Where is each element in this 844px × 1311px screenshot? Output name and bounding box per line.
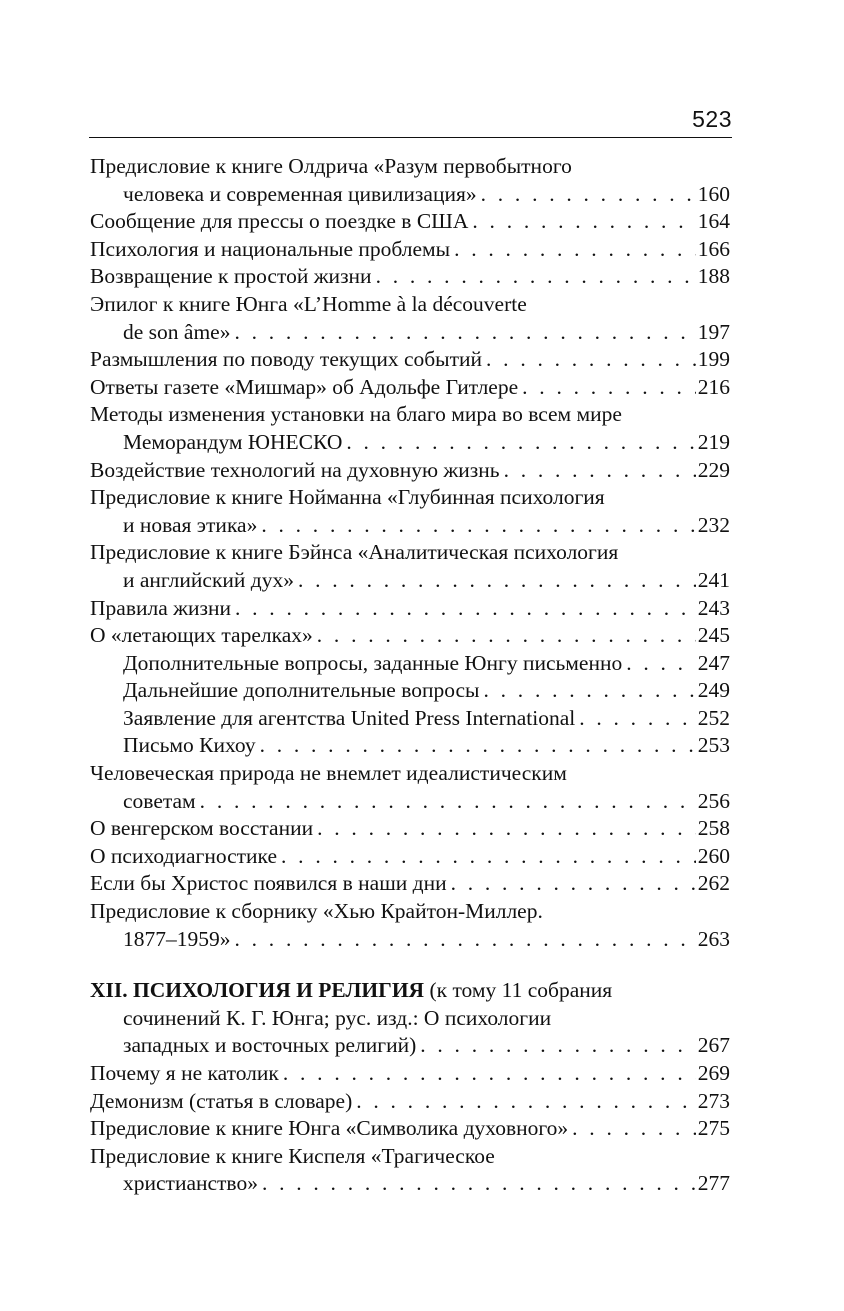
- dot-leader: [281, 843, 696, 871]
- dot-leader: [262, 1170, 696, 1198]
- toc-page-number: 260: [697, 843, 730, 868]
- toc-entry-title: Дальнейшие дополнительные вопросы: [123, 678, 480, 703]
- toc-page-number: 247: [697, 650, 730, 675]
- toc-page-number: 197: [697, 319, 730, 344]
- toc-entry-title: О «летающих тарелках»: [90, 623, 313, 648]
- dot-leader: [200, 788, 696, 816]
- toc-page-number: 252: [697, 705, 730, 730]
- toc-entry: [90, 539, 730, 594]
- toc-entry-title: Ответы газете «Мишмар» об Адольфе Гитлере: [90, 374, 519, 399]
- toc-entry: [90, 153, 730, 208]
- dot-leader: [235, 926, 696, 954]
- toc-entry: [90, 457, 730, 485]
- toc-entry: [90, 622, 730, 650]
- toc-entry-title: Почему я не католик: [90, 1061, 279, 1085]
- toc-page-number: 275: [697, 1116, 730, 1141]
- section-description: западных и восточных религий): [123, 1033, 417, 1058]
- toc-page-number: 241: [697, 567, 730, 592]
- toc-entry-title: Сообщение для прессы о поездке в США: [90, 209, 469, 234]
- dot-leader: [451, 870, 696, 898]
- section-heading: XII. ПСИХОЛОГИЯ И РЕЛИГИЯ: [90, 978, 425, 1003]
- dot-leader: [298, 567, 696, 595]
- dot-leader: [626, 650, 696, 678]
- toc-entry: [90, 595, 730, 623]
- toc-entry-title: Человеческая природа не внемлет идеалистическим: [90, 761, 567, 786]
- toc-entry-title: Воздействие технологий на духовную жизнь: [90, 457, 500, 482]
- section-description: сочинений К. Г. Юнга; рус. изд.: О психологии: [123, 1005, 552, 1030]
- dot-leader: [235, 595, 696, 623]
- toc-entry-title: Размышления по поводу текущих событий: [90, 347, 483, 372]
- toc-entry-title: Заявление для агентства United Press International: [123, 705, 576, 730]
- toc-entry: [90, 1143, 730, 1198]
- toc-page-number: 269: [697, 1061, 730, 1085]
- toc-entry: [90, 843, 730, 871]
- toc-entry-title: и новая этика»: [123, 512, 258, 537]
- toc-entry: [90, 374, 730, 402]
- dot-leader: [572, 1115, 696, 1143]
- dot-leader: [481, 181, 696, 209]
- toc-page-number: 166: [697, 236, 730, 261]
- toc-entry: [90, 236, 730, 264]
- page-number: 523: [692, 106, 732, 132]
- toc-page-number: 229: [697, 457, 730, 482]
- toc-entry-title: христианство»: [123, 1171, 258, 1196]
- toc-entry-title: 1877–1959»: [123, 926, 231, 951]
- toc-subentry: [90, 677, 730, 705]
- toc-entry-title: Предисловие к книге Юнга «Символика духовного»: [90, 1116, 569, 1141]
- toc-entry-title: человека и современная цивилизация»: [123, 181, 477, 206]
- dot-leader: [472, 208, 695, 236]
- toc-entry: [90, 263, 730, 291]
- toc-entry: [90, 401, 730, 456]
- toc-entry-title: Предисловие к сборнику «Хью Крайтон-Миллер.: [90, 899, 543, 924]
- toc-entry: [90, 898, 730, 953]
- toc-entry-title: Письмо Кихоу: [123, 733, 256, 758]
- toc-entry: [90, 1088, 730, 1116]
- dot-leader: [346, 429, 695, 457]
- toc-entry-title: Дополнительные вопросы, заданные Юнгу письменно: [123, 650, 623, 675]
- toc-entry-title: Психология и национальные проблемы: [90, 236, 451, 261]
- table-of-contents: [90, 153, 730, 1198]
- dot-leader: [504, 457, 696, 485]
- section-heading-entry: [90, 977, 730, 1060]
- toc-page-number: 219: [697, 429, 730, 454]
- toc-entry-title: Предисловие к книге Бэйнса «Аналитическая психология: [90, 540, 619, 565]
- toc-page-number: 277: [697, 1171, 730, 1196]
- toc-subentry: [90, 650, 730, 678]
- toc-entry-title: Предисловие к книге Киспеля «Трагическое: [90, 1143, 495, 1168]
- toc-page-number: 273: [697, 1088, 730, 1113]
- section-description: (к тому 11 собрания: [424, 978, 613, 1003]
- dot-leader: [234, 319, 695, 347]
- toc-page-number: 232: [697, 512, 730, 537]
- toc-subentry: [90, 732, 730, 760]
- dot-leader: [454, 236, 696, 264]
- toc-page-number: 262: [697, 871, 730, 896]
- toc-page-number: 267: [697, 1033, 730, 1058]
- toc-page-number: 188: [697, 264, 730, 289]
- toc-page-number: 160: [697, 181, 730, 206]
- toc-entry: [90, 870, 730, 898]
- dot-leader: [420, 1032, 696, 1060]
- dot-leader: [579, 705, 696, 733]
- dot-leader: [261, 512, 695, 540]
- toc-entry: [90, 1115, 730, 1143]
- toc-page-number: 258: [697, 816, 730, 841]
- dot-leader: [376, 263, 696, 291]
- toc-entry: [90, 815, 730, 843]
- toc-entry-title: Меморандум ЮНЕСКО: [123, 429, 343, 454]
- toc-page-number: 164: [697, 209, 730, 234]
- toc-entry-title: Эпилог к книге Юнга «L’Homme à la découverte: [90, 291, 527, 316]
- toc-entry-title: Демонизм (статья в словаре): [90, 1088, 353, 1113]
- toc-entry: [90, 208, 730, 236]
- toc-entry-title: Если бы Христос появился в наши дни: [90, 871, 447, 896]
- dot-leader: [317, 815, 696, 843]
- toc-entry: [90, 484, 730, 539]
- toc-entry: [90, 1060, 730, 1088]
- toc-entry: [90, 760, 730, 815]
- toc-entry-title: О венгерском восстании: [90, 816, 314, 841]
- toc-entry-title: О психодиагностике: [90, 843, 278, 868]
- toc-page-number: 199: [697, 347, 730, 372]
- dot-leader: [486, 346, 696, 374]
- dot-leader: [484, 677, 696, 705]
- toc-entry-title: Предисловие к книге Олдрича «Разум первобытного: [90, 154, 572, 178]
- dot-leader: [317, 622, 696, 650]
- toc-entry-title: и английский дух»: [123, 567, 294, 592]
- dot-leader: [522, 374, 696, 402]
- toc-entry-title: Правила жизни: [90, 595, 231, 620]
- toc-entry: [90, 346, 730, 374]
- section-gap: [90, 953, 730, 977]
- toc-subentry: [90, 705, 730, 733]
- dot-leader: [356, 1088, 696, 1116]
- header-rule: [89, 137, 732, 138]
- dot-leader: [283, 1060, 696, 1088]
- toc-page-number: 256: [697, 788, 730, 813]
- toc-page-number: 249: [697, 678, 730, 703]
- toc-page-number: 245: [697, 623, 730, 648]
- toc-page-number: 263: [697, 926, 730, 951]
- toc-entry-title: Возвращение к простой жизни: [90, 264, 372, 289]
- toc-entry: [90, 291, 730, 346]
- toc-page-number: 216: [697, 374, 730, 399]
- toc-page-number: 243: [697, 595, 730, 620]
- toc-page-number: 253: [697, 733, 730, 758]
- toc-entry-title: de son âme»: [123, 319, 231, 344]
- toc-entry-title: советам: [123, 788, 196, 813]
- toc-entry-title: Методы изменения установки на благо мира во всем мире: [90, 402, 622, 427]
- toc-entry-title: Предисловие к книге Нойманна «Глубинная психология: [90, 485, 605, 510]
- dot-leader: [260, 732, 696, 760]
